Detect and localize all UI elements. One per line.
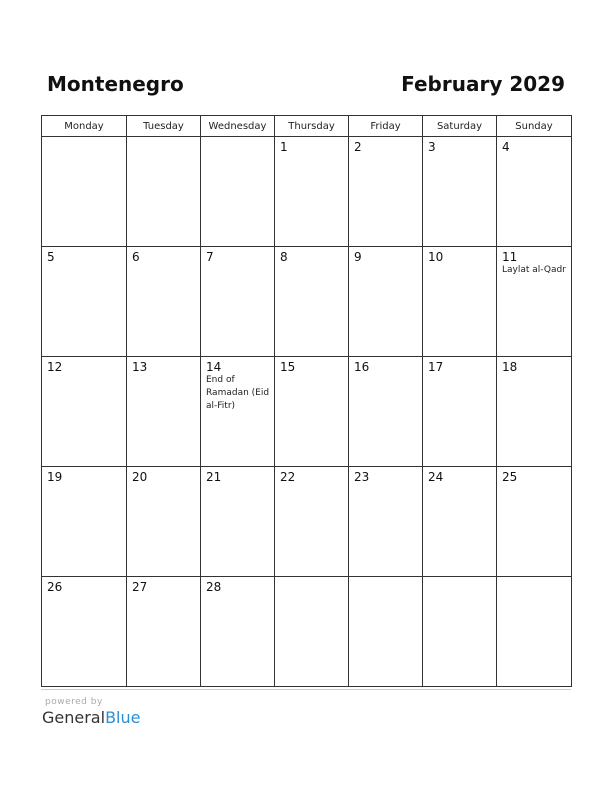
week-row [42, 577, 572, 687]
day-cell [349, 247, 423, 357]
day-cell [127, 467, 201, 577]
brand-general-text: General [42, 708, 106, 727]
week-row [42, 357, 572, 467]
day-number: 2 [354, 140, 362, 154]
weekday-thursday: Thursday [275, 116, 349, 137]
day-number: 7 [206, 250, 214, 264]
day-cell [42, 247, 127, 357]
generalblue-logo[interactable] [42, 708, 140, 728]
day-cell [423, 577, 497, 687]
day-cell [349, 137, 423, 247]
footer-divider [41, 689, 571, 690]
day-number: 20 [132, 470, 148, 484]
holiday-label: End of Ramadan (Eid al-Fitr) [206, 375, 270, 411]
day-cell [497, 247, 572, 357]
weekday-monday: Monday [42, 116, 127, 137]
day-number: 22 [280, 470, 296, 484]
day-number: 14 [206, 360, 222, 374]
day-number: 27 [132, 580, 148, 594]
day-cell [42, 357, 127, 467]
day-number: 12 [47, 360, 63, 374]
day-cell [275, 577, 349, 687]
day-cell [349, 357, 423, 467]
day-cell [127, 577, 201, 687]
day-cell [497, 577, 572, 687]
day-cell [201, 357, 275, 467]
weekday-saturday: Saturday [423, 116, 497, 137]
day-cell [275, 137, 349, 247]
day-cell [423, 137, 497, 247]
day-number: 19 [47, 470, 63, 484]
day-number [42, 137, 126, 140]
weekday-sunday: Sunday [497, 116, 572, 137]
powered-by-label: powered by [45, 697, 103, 707]
day-number: 1 [280, 140, 288, 154]
day-number: 5 [47, 250, 55, 264]
weekday-header-row [42, 116, 572, 137]
weekday-wednesday: Wednesday [201, 116, 275, 137]
day-cell [275, 247, 349, 357]
day-number: 4 [502, 140, 510, 154]
day-number: 18 [502, 360, 518, 374]
day-cell [497, 357, 572, 467]
day-cell [497, 467, 572, 577]
day-number: 9 [354, 250, 362, 264]
day-number: 3 [428, 140, 436, 154]
day-number: 11 [502, 250, 518, 264]
day-number: 6 [132, 250, 140, 264]
day-number: 28 [206, 580, 222, 594]
day-cell [423, 467, 497, 577]
day-number [349, 577, 422, 580]
day-cell [201, 137, 275, 247]
day-cell [42, 137, 127, 247]
week-row [42, 137, 572, 247]
brand-blue-text: Blue [105, 708, 141, 727]
day-cell [497, 137, 572, 247]
month-title: February 2029 [401, 72, 565, 96]
day-number: 13 [132, 360, 148, 374]
day-number [423, 577, 496, 580]
day-number [201, 137, 274, 140]
day-number: 10 [428, 250, 444, 264]
week-row [42, 247, 572, 357]
day-number [497, 577, 571, 580]
weekday-friday: Friday [349, 116, 423, 137]
country-title: Montenegro [47, 72, 184, 96]
day-cell [349, 467, 423, 577]
day-number: 23 [354, 470, 370, 484]
day-number: 15 [280, 360, 296, 374]
weekday-tuesday: Tuesday [127, 116, 201, 137]
day-cell [275, 357, 349, 467]
day-number: 17 [428, 360, 444, 374]
day-number: 25 [502, 470, 518, 484]
day-cell [127, 357, 201, 467]
calendar-grid [41, 115, 572, 687]
day-cell [201, 247, 275, 357]
day-cell [423, 357, 497, 467]
day-cell [201, 467, 275, 577]
day-number [275, 577, 348, 580]
week-row [42, 467, 572, 577]
day-cell [349, 577, 423, 687]
day-number: 21 [206, 470, 222, 484]
day-number: 24 [428, 470, 444, 484]
day-cell [275, 467, 349, 577]
day-number [127, 137, 200, 140]
day-cell [42, 577, 127, 687]
holiday-label: Laylat al-Qadr [502, 265, 566, 275]
day-cell [42, 467, 127, 577]
day-number: 8 [280, 250, 288, 264]
day-cell [423, 247, 497, 357]
day-number: 16 [354, 360, 370, 374]
day-cell [127, 137, 201, 247]
day-cell [201, 577, 275, 687]
day-cell [127, 247, 201, 357]
day-number: 26 [47, 580, 63, 594]
